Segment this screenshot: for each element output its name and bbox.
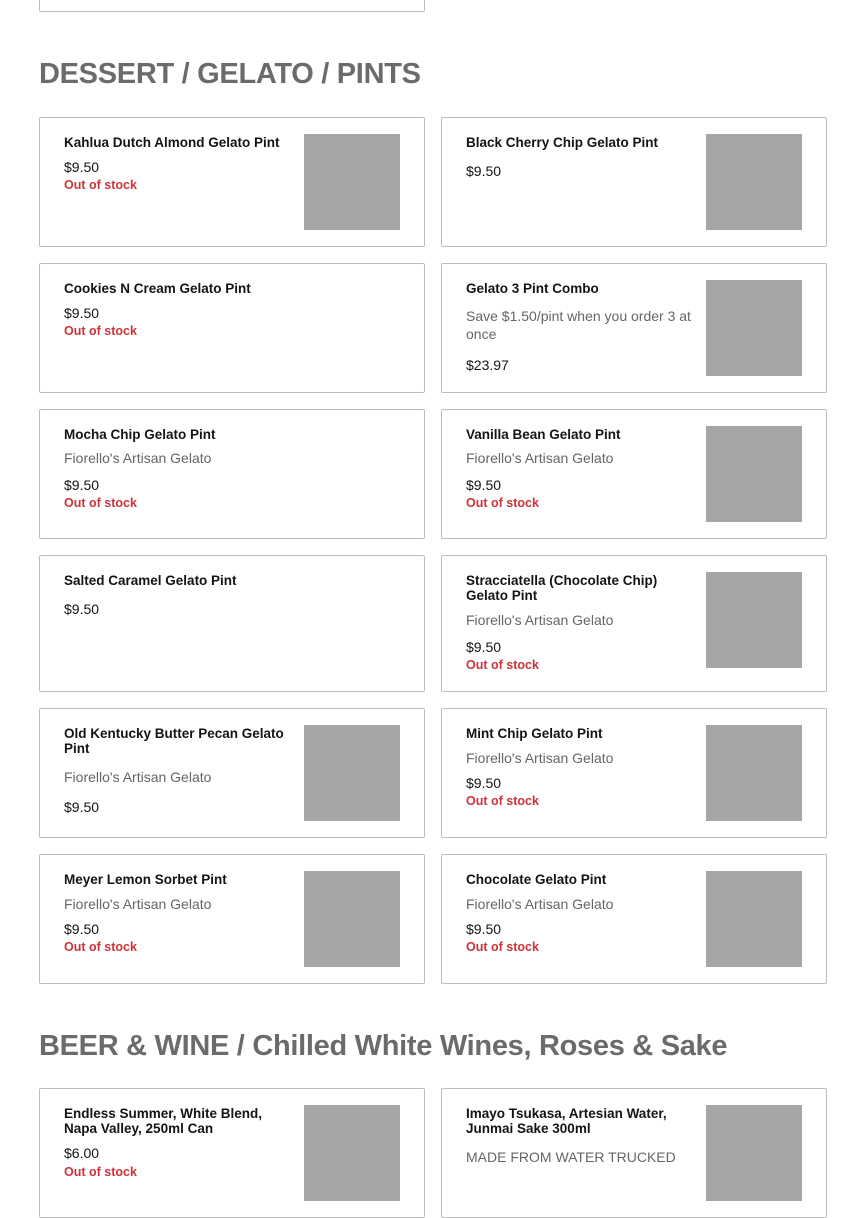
- menu-item-card-partial[interactable]: [39, 0, 425, 12]
- item-name: Imayo Tsukasa, Artesian Water, Junmai Sake 300ml: [466, 1106, 667, 1136]
- item-image: [706, 426, 802, 522]
- item-name: Black Cherry Chip Gelato Pint: [466, 135, 659, 150]
- item-description: Fiorello's Artisan Gelato: [64, 450, 212, 466]
- item-description: Fiorello's Artisan Gelato: [466, 612, 614, 628]
- item-image: [304, 1105, 400, 1201]
- stock-status: Out of stock: [466, 940, 539, 954]
- item-name: Mocha Chip Gelato Pint: [64, 427, 216, 442]
- item-price: $6.00: [64, 1145, 100, 1161]
- menu-item-card[interactable]: [39, 555, 425, 692]
- item-price: $9.50: [64, 305, 100, 321]
- menu-item-card[interactable]: [441, 117, 827, 247]
- item-price: $9.50: [466, 921, 502, 937]
- stock-status: Out of stock: [64, 178, 137, 192]
- item-image: [706, 280, 802, 376]
- menu-item-card[interactable]: [441, 854, 827, 984]
- item-price: $9.50: [64, 799, 100, 815]
- menu-item-card[interactable]: [39, 708, 425, 838]
- item-description: MADE FROM WATER TRUCKED: [466, 1149, 676, 1165]
- section-title-beer-wine: BEER & WINE / Chilled White Wines, Roses & Sake: [39, 1030, 728, 1062]
- menu-item-card[interactable]: [441, 263, 827, 393]
- stock-status: Out of stock: [466, 658, 539, 672]
- stock-status: Out of stock: [466, 794, 539, 808]
- item-name: Old Kentucky Butter Pecan Gelato Pint: [64, 726, 284, 756]
- item-name: Kahlua Dutch Almond Gelato Pint: [64, 135, 280, 150]
- menu-item-card[interactable]: [441, 555, 827, 692]
- menu-item-card[interactable]: [39, 1088, 425, 1218]
- item-image: [304, 871, 400, 967]
- item-description: Fiorello's Artisan Gelato: [64, 896, 212, 912]
- item-name: Stracciatella (Chocolate Chip) Gelato Pint: [466, 573, 658, 603]
- item-image: [706, 134, 802, 230]
- item-name: Cookies N Cream Gelato Pint: [64, 281, 251, 296]
- item-name: Chocolate Gelato Pint: [466, 872, 607, 887]
- menu-item-card[interactable]: [441, 708, 827, 838]
- menu-item-card[interactable]: [39, 854, 425, 984]
- item-price: $23.97: [466, 357, 509, 373]
- item-description: Fiorello's Artisan Gelato: [64, 769, 212, 785]
- item-price: $9.50: [466, 775, 502, 791]
- item-price: $9.50: [466, 477, 502, 493]
- item-image: [304, 134, 400, 230]
- item-image: [706, 871, 802, 967]
- item-name: Salted Caramel Gelato Pint: [64, 573, 237, 588]
- item-description: Fiorello's Artisan Gelato: [466, 750, 614, 766]
- menu-item-card[interactable]: [39, 117, 425, 247]
- stock-status: Out of stock: [64, 324, 137, 338]
- menu-item-card[interactable]: [441, 1088, 827, 1218]
- item-price: $9.50: [64, 921, 100, 937]
- item-name: Gelato 3 Pint Combo: [466, 281, 599, 296]
- item-price: $9.50: [466, 163, 502, 179]
- stock-status: Out of stock: [64, 1165, 137, 1179]
- item-price: $9.50: [466, 639, 502, 655]
- section-title-dessert: DESSERT / GELATO / PINTS: [39, 58, 421, 90]
- stock-status: Out of stock: [64, 940, 137, 954]
- item-description: Save $1.50/pint when you order 3 at once: [466, 308, 691, 342]
- item-price: $9.50: [64, 159, 100, 175]
- stock-status: Out of stock: [64, 496, 137, 510]
- item-image: [304, 725, 400, 821]
- menu-item-card[interactable]: [39, 263, 425, 393]
- item-name: Mint Chip Gelato Pint: [466, 726, 603, 741]
- item-name: Vanilla Bean Gelato Pint: [466, 427, 621, 442]
- item-description: Fiorello's Artisan Gelato: [466, 450, 614, 466]
- item-description: Fiorello's Artisan Gelato: [466, 896, 614, 912]
- item-image: [706, 572, 802, 668]
- item-image: [706, 1105, 802, 1201]
- menu-item-card[interactable]: [39, 409, 425, 539]
- item-price: $9.50: [64, 601, 100, 617]
- item-price: $9.50: [64, 477, 100, 493]
- menu-item-card[interactable]: [441, 409, 827, 539]
- item-name: Endless Summer, White Blend, Napa Valley, 250ml Can: [64, 1106, 263, 1136]
- item-name: Meyer Lemon Sorbet Pint: [64, 872, 227, 887]
- item-image: [706, 725, 802, 821]
- stock-status: Out of stock: [466, 496, 539, 510]
